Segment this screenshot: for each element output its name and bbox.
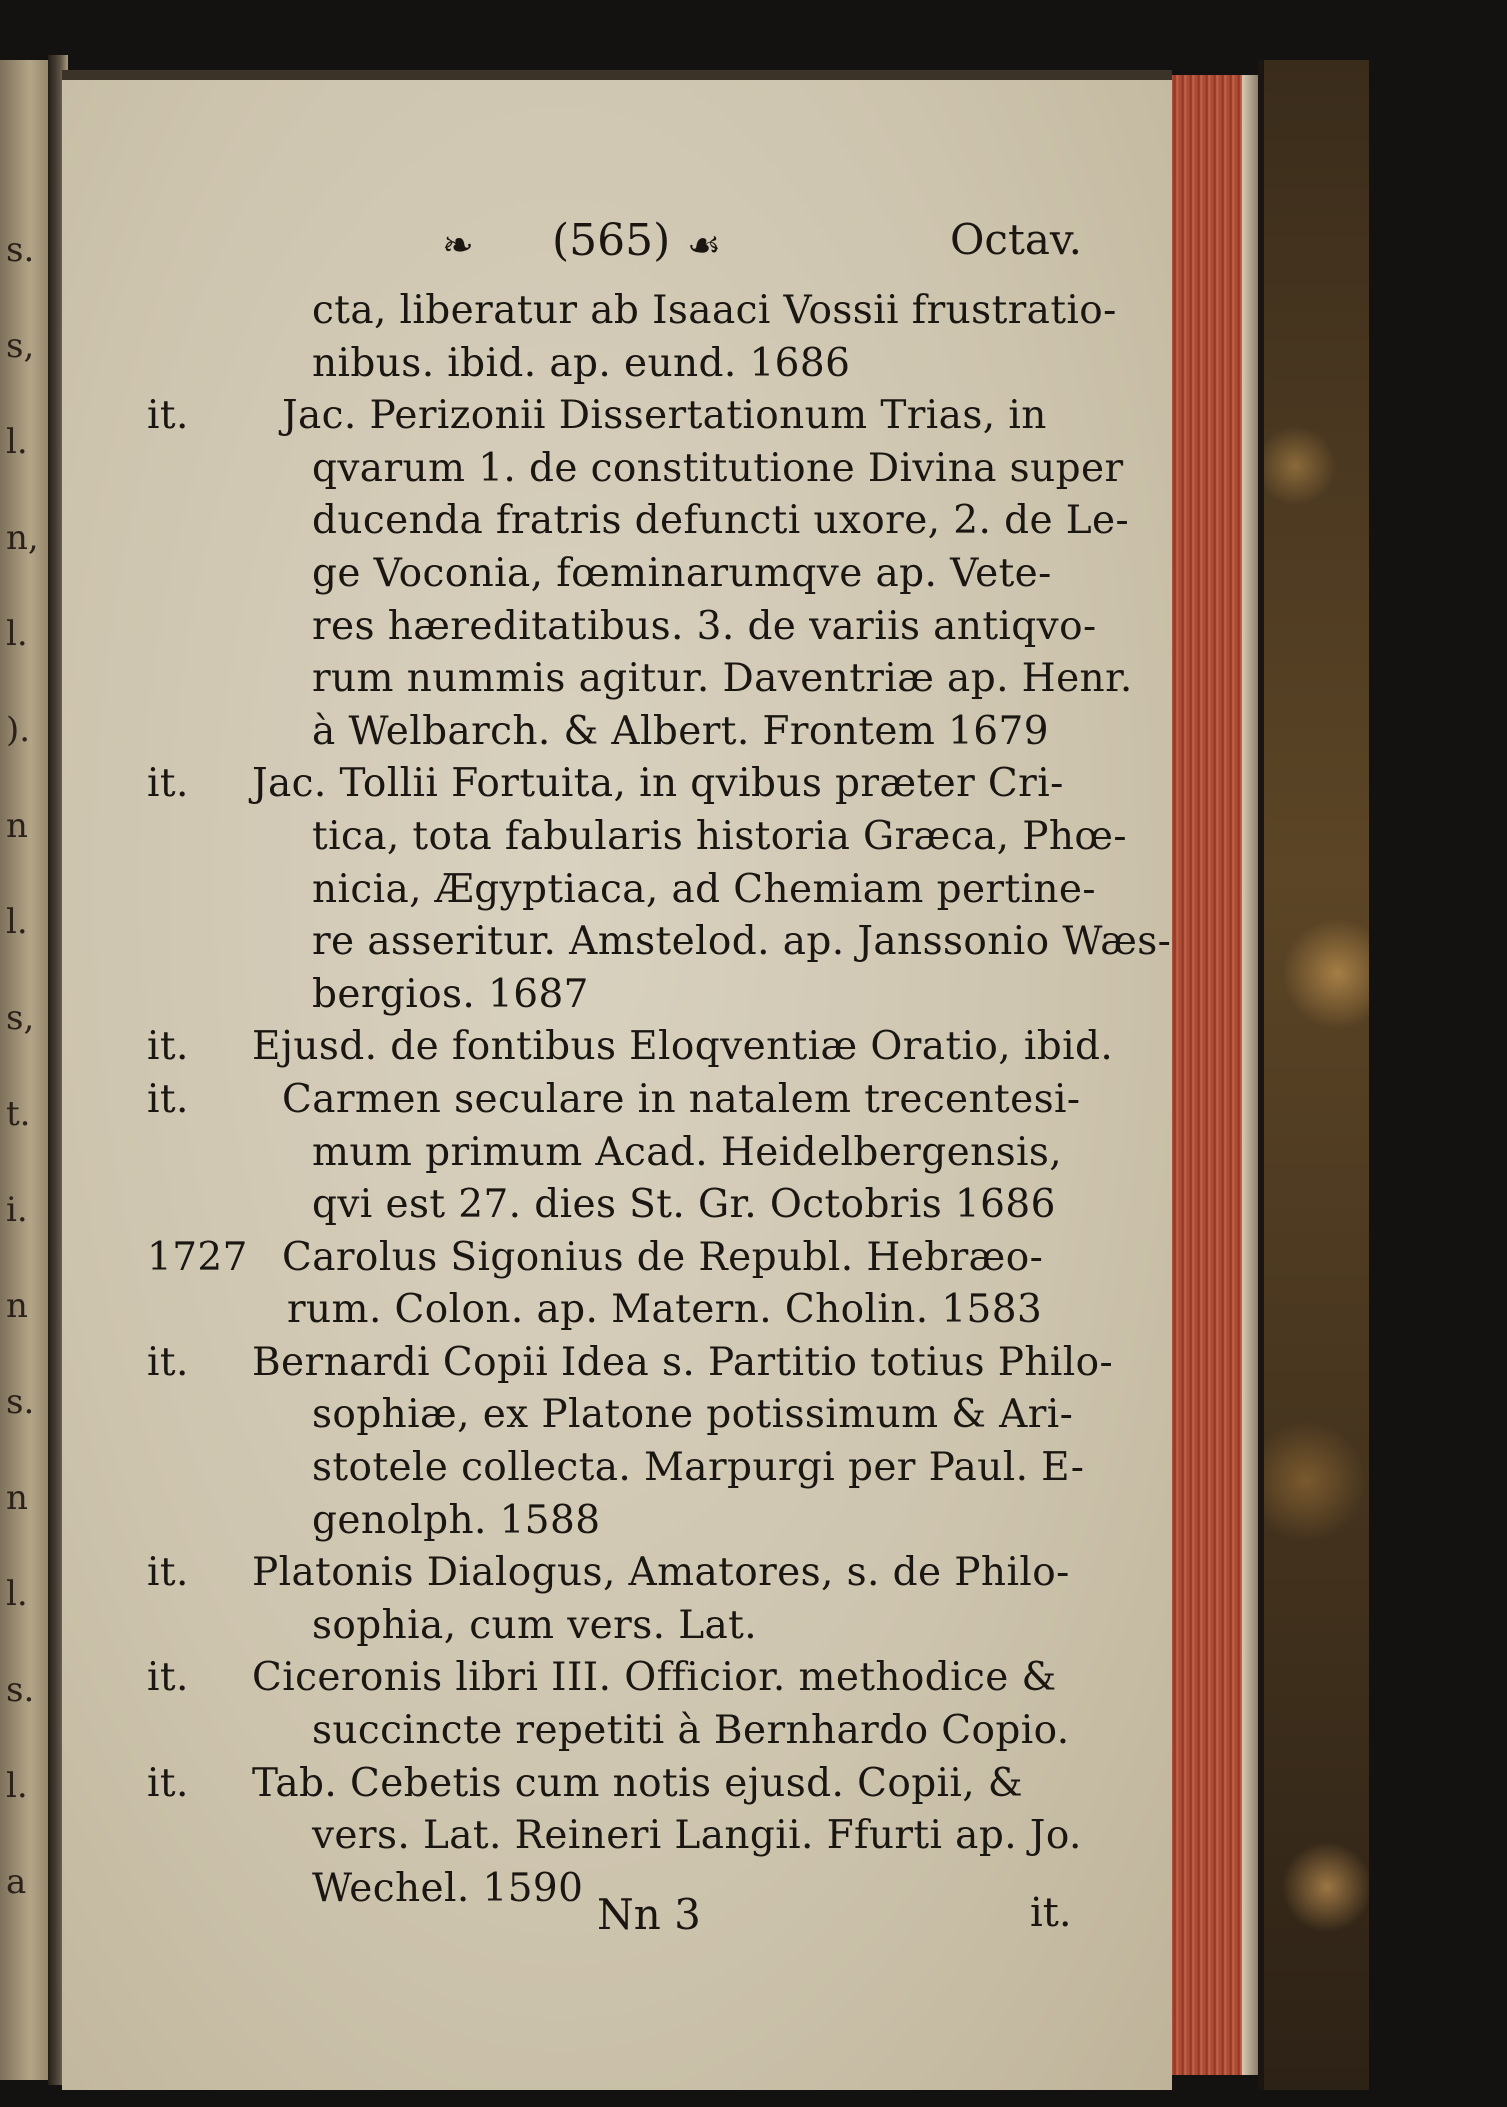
catalog-line xyxy=(147,1442,1192,1495)
entry-text: cta, liberatur ab Isaaci Vossii frustratio- xyxy=(312,288,1117,333)
entry-text: res hæreditatibus. 3. de variis antiqvo- xyxy=(312,603,1097,649)
entry-text: sophia, cum vers. Lat. xyxy=(312,1602,758,1648)
entry-marker: it. xyxy=(147,761,189,807)
catalog-line xyxy=(147,1547,1192,1600)
entry-text: Bernardi Copii Idea s. Partitio totius Philo- xyxy=(252,1339,1114,1385)
entry-text: Jac. Perizonii Dissertationum Trias, in xyxy=(282,393,1047,439)
left-page-fragment: s. xyxy=(6,1382,35,1422)
entry-text: vers. Lat. Reineri Langii. Ffurti ap. Jo. xyxy=(312,1813,1082,1859)
red-fore-edge xyxy=(1172,75,1258,2075)
entry-text: qvarum 1. de constitutione Divina super xyxy=(312,445,1124,491)
catalog-line xyxy=(147,758,1192,811)
entry-marker: 1727 xyxy=(147,1234,248,1280)
entry-text: bergios. 1687 xyxy=(312,971,589,1017)
entry-text: tica, tota fabularis historia Græca, Phœ- xyxy=(312,813,1127,859)
entry-text: rum. Colon. ap. Matern. Cholin. 1583 xyxy=(287,1287,1043,1333)
catalog-line xyxy=(147,811,1192,864)
left-page-fragment: n xyxy=(6,806,28,846)
entry-text: re asseritur. Amstelod. ap. Janssonio Wæs- xyxy=(312,919,1172,965)
left-page-fragment: l. xyxy=(6,422,28,462)
catalog-line xyxy=(147,1810,1192,1863)
catalog-line xyxy=(147,1337,1192,1390)
left-page-fragment: s, xyxy=(6,326,35,366)
left-page-fragments xyxy=(6,60,46,2060)
entry-text: à Welbarch. & Albert. Frontem 1679 xyxy=(312,708,1049,754)
running-header xyxy=(442,215,1172,275)
entry-text: genolph. 1588 xyxy=(312,1497,601,1543)
left-page-fragment: n xyxy=(6,1478,28,1518)
catalog-line xyxy=(147,390,1192,443)
catalog-line xyxy=(147,1074,1192,1127)
catalog-line xyxy=(147,1758,1192,1811)
header-signature-word: Octav. xyxy=(950,215,1082,264)
catchword: it. xyxy=(1030,1890,1072,1936)
catalog-line xyxy=(147,338,1192,391)
entry-text: Ciceronis libri III. Officior. methodice & xyxy=(252,1655,1057,1701)
left-page-fragment: n xyxy=(6,1286,28,1326)
catalog-line xyxy=(147,1495,1192,1548)
entry-text: Carmen seculare in natalem trecentesi- xyxy=(282,1076,1081,1122)
catalog-line xyxy=(147,1389,1192,1442)
entry-text: rum nummis agitur. Daventriæ ap. Henr. xyxy=(312,656,1133,702)
catalog-line xyxy=(147,285,1192,338)
ornament-right-icon: ☙ xyxy=(687,223,722,267)
entry-text: Jac. Tollii Fortuita, in qvibus præter Cri- xyxy=(252,761,1064,807)
entry-text: Ejusd. de fontibus Eloqventiæ Oratio, ibid. xyxy=(252,1024,1114,1070)
entry-marker: it. xyxy=(147,1655,189,1701)
left-page-fragment: l. xyxy=(6,902,28,942)
left-page-fragment: l. xyxy=(6,614,28,654)
left-page-fragment: l. xyxy=(6,1766,28,1806)
entry-marker: it. xyxy=(147,1024,189,1070)
entry-text: qvi est 27. dies St. Gr. Octobris 1686 xyxy=(312,1182,1056,1228)
entry-text: Platonis Dialogus, Amatores, s. de Philo- xyxy=(252,1550,1070,1596)
page-number: (565) xyxy=(552,215,671,266)
left-page-fragment: t. xyxy=(6,1094,31,1134)
catalog-line xyxy=(147,969,1192,1022)
entry-text: Wechel. 1590 xyxy=(312,1865,584,1911)
entry-marker: it. xyxy=(147,1339,189,1385)
catalog-line xyxy=(147,1021,1192,1074)
catalog-line xyxy=(147,1127,1192,1180)
entry-marker: it. xyxy=(147,1760,189,1806)
catalog-line xyxy=(147,916,1192,969)
entry-text: ge Voconia, fœminarumqve ap. Vete- xyxy=(312,550,1052,596)
entry-marker: it. xyxy=(147,1076,189,1122)
catalog-line xyxy=(147,495,1192,548)
right-page xyxy=(62,70,1172,2090)
catalog-line xyxy=(147,548,1192,601)
entry-text: nicia, Ægyptiaca, ad Chemiam pertine- xyxy=(312,866,1096,912)
entry-text: nibus. ibid. ap. eund. 1686 xyxy=(312,340,851,386)
left-page-fragment: l. xyxy=(6,1574,28,1614)
left-page-fragment: ). xyxy=(6,710,31,750)
entry-text: Carolus Sigonius de Republ. Hebræo- xyxy=(282,1234,1044,1280)
left-page-fragment: s. xyxy=(6,1670,35,1710)
entry-marker: it. xyxy=(147,393,189,439)
entry-text: succincte repetiti à Bernhardo Copio. xyxy=(312,1708,1070,1754)
entry-text: sophiæ, ex Platone potissimum & Ari- xyxy=(312,1392,1074,1438)
catalog-line xyxy=(147,1705,1192,1758)
left-page-edge xyxy=(0,60,55,2080)
ornament-left-icon: ❧ xyxy=(442,223,474,267)
page-footer xyxy=(62,1890,1172,1950)
entry-text: stotele collecta. Marpurgi per Paul. E- xyxy=(312,1445,1085,1491)
signature-mark: Nn 3 xyxy=(597,1890,701,1939)
entry-text: Tab. Cebetis cum notis ejusd. Copii, & xyxy=(252,1760,1024,1806)
marbled-cover-board xyxy=(1258,60,1369,2090)
catalog-line xyxy=(147,706,1192,759)
left-page-fragment: i. xyxy=(6,1190,28,1230)
entry-text: mum primum Acad. Heidelbergensis, xyxy=(312,1129,1063,1175)
left-page-fragment: s, xyxy=(6,998,35,1038)
catalog-line xyxy=(147,1284,1192,1337)
left-page-fragment: a xyxy=(6,1862,27,1902)
entry-marker: it. xyxy=(147,1550,189,1596)
catalog-entries xyxy=(147,285,1192,1915)
catalog-line xyxy=(147,864,1192,917)
left-page-fragment: s. xyxy=(6,230,35,270)
catalog-line xyxy=(147,1600,1192,1653)
catalog-line xyxy=(147,1179,1192,1232)
catalog-line xyxy=(147,443,1192,496)
left-page-fragment: n, xyxy=(6,518,39,558)
catalog-line xyxy=(147,601,1192,654)
catalog-line xyxy=(147,1232,1192,1285)
catalog-line xyxy=(147,653,1192,706)
entry-text: ducenda fratris defuncti uxore, 2. de Le- xyxy=(312,498,1130,544)
catalog-line xyxy=(147,1652,1192,1705)
